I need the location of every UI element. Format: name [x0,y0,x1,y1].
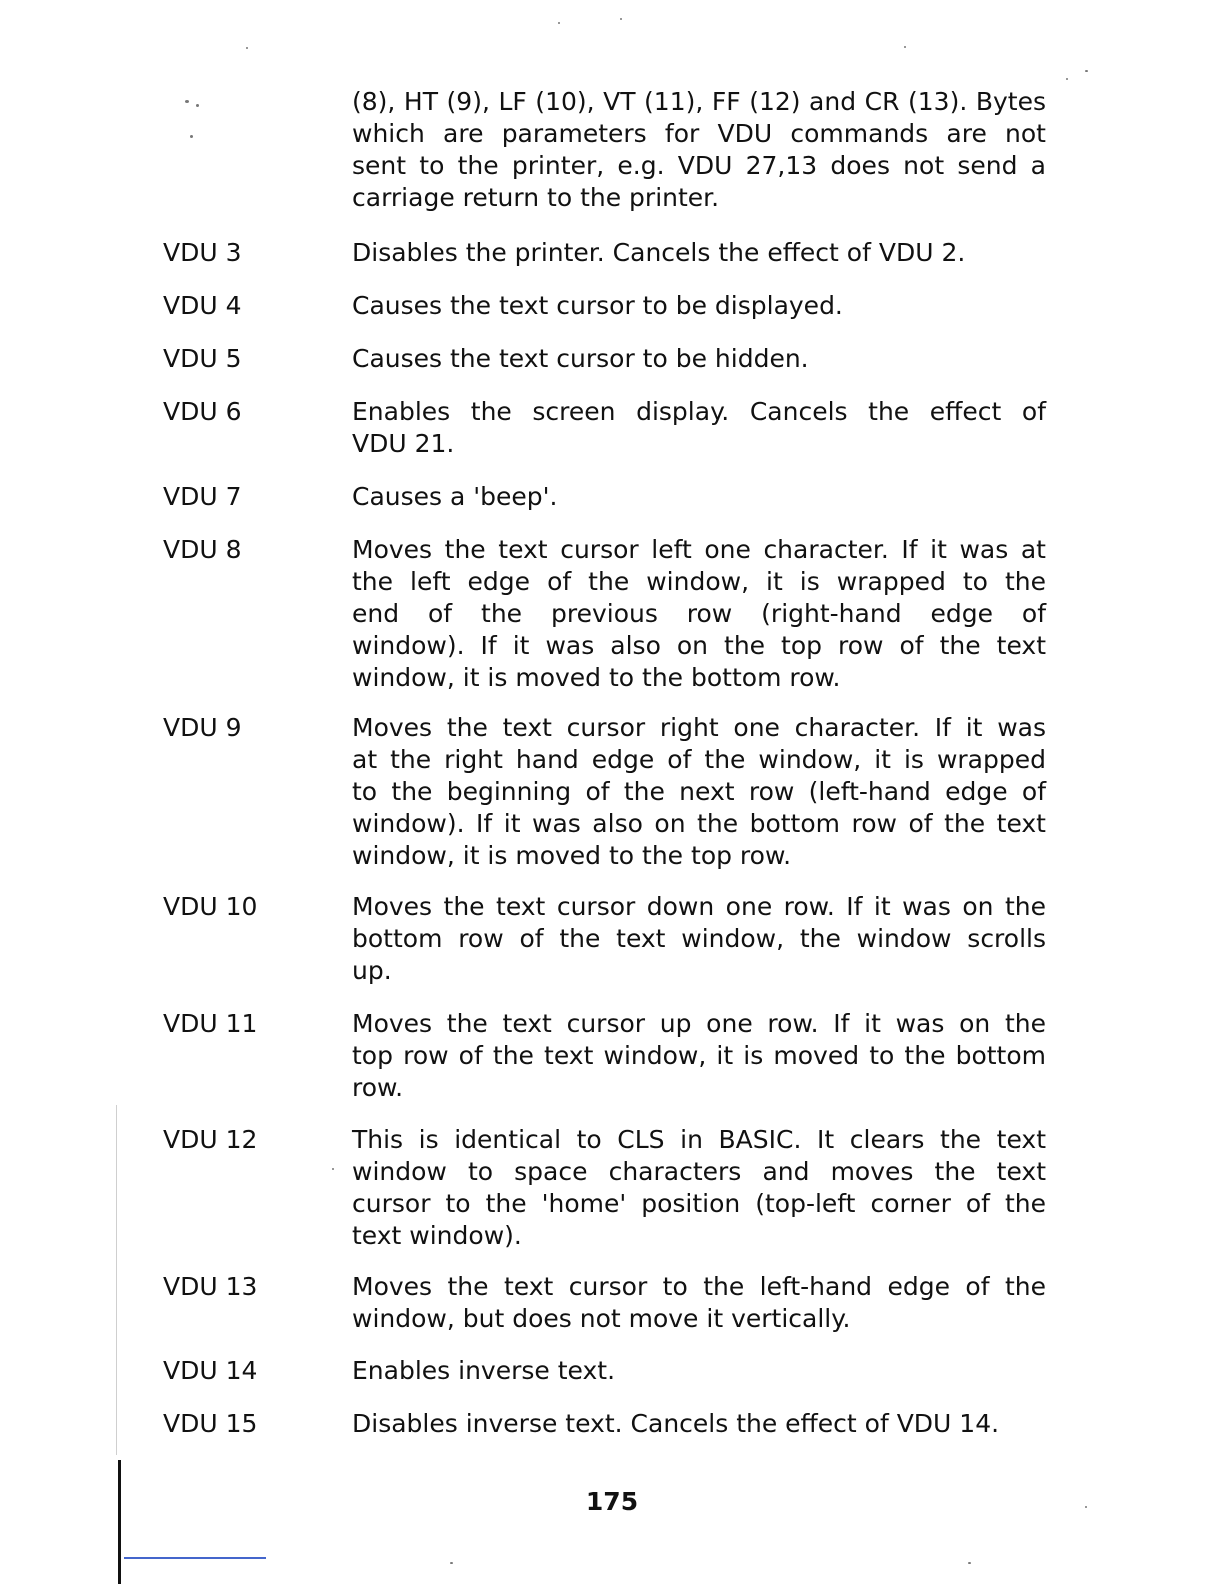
desc-line: Enables the screen display. Cancels the effect of [352,397,1046,426]
scan-speck [332,1168,334,1170]
desc-line: to the beginning of the next row (left-hand edge of [352,777,1046,806]
vdu-code: VDU 3 [163,238,242,267]
vdu-description [352,1124,1046,1252]
vdu-code: VDU 11 [163,1009,258,1038]
vdu-code: VDU 6 [163,397,242,426]
vdu-code: VDU 7 [163,482,242,511]
vdu-code: VDU 15 [163,1409,258,1438]
vdu-description [352,534,1046,694]
desc-line: Moves the text cursor down one row. If it was on the [352,892,1046,921]
scan-speck [1085,1506,1087,1508]
desc-line: window, but does not move it vertically. [352,1304,851,1333]
continuation-text [352,86,1046,214]
page-number: 175 [585,1487,639,1516]
desc-line: bottom row of the text window, the window scrolls [352,924,1046,953]
vdu-description [352,290,1046,322]
desc-line: Disables inverse text. Cancels the effect of VDU 14. [352,1409,1000,1438]
desc-line: Causes the text cursor to be displayed. [352,291,843,320]
desc-line: window). If it was also on the top row of the text [352,631,1046,660]
scan-edge-line [116,1105,117,1455]
scan-speck [1066,78,1068,80]
desc-line: row. [352,1073,404,1102]
vdu-description [352,1408,1046,1440]
desc-line: end of the previous row (right-hand edge of [352,599,1046,628]
vdu-code: VDU 10 [163,892,258,921]
desc-line: Moves the text cursor right one character. If it was [352,713,1046,742]
vdu-code: VDU 4 [163,291,242,320]
desc-line: the left edge of the window, it is wrapped to the [352,567,1046,596]
vdu-description [352,396,1046,460]
desc-line: cursor to the 'home' position (top-left corner of the [352,1189,1046,1218]
desc-line: top row of the text window, it is moved to the bottom [352,1041,1046,1070]
vdu-description [352,1271,1046,1335]
scan-bottom-line [124,1557,266,1559]
desc-line: Enables inverse text. [352,1356,616,1385]
vdu-description [352,712,1046,872]
scan-speck [450,1562,453,1564]
vdu-code: VDU 5 [163,344,242,373]
scan-speck [185,100,189,103]
vdu-description [352,1008,1046,1104]
desc-line: Moves the text cursor left one character. If it was at [352,535,1046,564]
scan-speck [246,47,248,49]
desc-line: Disables the printer. Cancels the effect of VDU 2. [352,238,966,267]
desc-line: VDU 21. [352,429,455,458]
desc-line: Moves the text cursor to the left-hand edge of the [352,1272,1046,1301]
scan-speck [558,22,560,24]
desc-line: sent to the printer, e.g. VDU 27,13 does not send a [352,151,1046,180]
desc-line: up. [352,956,392,985]
desc-line: (8), HT (9), LF (10), VT (11), FF (12) and CR (13). Bytes [352,87,1046,116]
vdu-code: VDU 14 [163,1356,258,1385]
vdu-description [352,481,1046,513]
vdu-code: VDU 12 [163,1125,258,1154]
desc-line: window to space characters and moves the text [352,1157,1046,1186]
scan-speck [620,18,622,20]
desc-line: at the right hand edge of the window, it is wrapped [352,745,1046,774]
desc-line: window). If it was also on the bottom row of the text [352,809,1046,838]
scan-speck [1085,70,1088,72]
desc-line: which are parameters for VDU commands are not [352,119,1046,148]
desc-line: Moves the text cursor up one row. If it was on the [352,1009,1046,1038]
vdu-code: VDU 9 [163,713,242,742]
desc-line: Causes the text cursor to be hidden. [352,344,809,373]
vdu-description [352,891,1046,987]
desc-line: window, it is moved to the bottom row. [352,663,841,692]
vdu-code: VDU 8 [163,535,242,564]
desc-line: text window). [352,1221,522,1250]
desc-line: Causes a 'beep'. [352,482,558,511]
binding-edge-line [118,1460,121,1584]
vdu-description [352,237,1046,269]
scan-speck [196,104,199,107]
scan-speck [904,46,906,48]
vdu-description [352,1355,1046,1387]
vdu-description [352,343,1046,375]
desc-line: This is identical to CLS in BASIC. It clears the text [352,1125,1046,1154]
desc-line: carriage return to the printer. [352,183,720,212]
vdu-code: VDU 13 [163,1272,258,1301]
desc-line: window, it is moved to the top row. [352,841,792,870]
scan-speck [190,135,193,138]
scan-speck [968,1562,971,1564]
